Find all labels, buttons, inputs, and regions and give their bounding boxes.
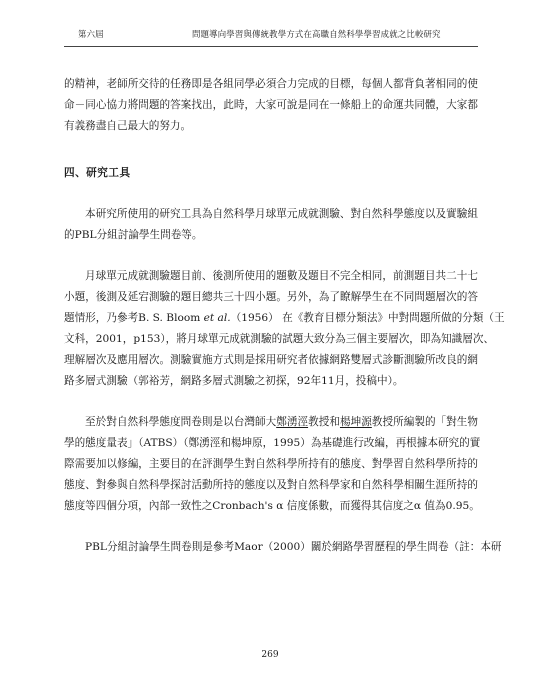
spacer (64, 517, 478, 537)
text-fragment: 至於對自然科學態度問卷則是以台灣師大 (85, 416, 277, 428)
text-fragment: 教授所編製的「對生物 (371, 416, 479, 428)
citation-et-al: et al. (203, 312, 231, 324)
header-title: 問題導向學習與傳統教學方式在高職自然科學學習成就之比較研究 (192, 29, 441, 39)
text-line: 的PBL分組討論學生問卷等。 (64, 229, 203, 241)
body-text (64, 74, 505, 558)
text-line: 態度、對參與自然科學探討活動所持的態度以及對自然科學家和自然科學相關生涯所持的 (64, 479, 478, 491)
spacer (64, 137, 478, 157)
header-issue: 第六屆 (78, 29, 104, 39)
text-line: 小題，後測及延宕測驗的題目總共三十四小題。另外，為了瞭解學生在不同問題層次的答 (64, 291, 478, 303)
text-fragment: （1956） 在《教育目標分類法》中對問題所做的分類（王 (230, 312, 505, 324)
paragraph-achievement-test (64, 266, 505, 392)
text-line: 命－同心協力將問題的答案找出，此時，大家可說是同在一條船上的命運共同體，大家都 (64, 99, 478, 111)
spacer (64, 392, 478, 412)
text-fragment: 題情形，乃參考B. S. Bloom (64, 312, 204, 324)
page-number: 269 (261, 650, 279, 660)
paragraph-continued (64, 74, 478, 137)
author-name-underlined: 楊坤源 (339, 416, 372, 428)
author-name-underlined: 鄭湧涇 (276, 416, 309, 428)
spacer (64, 246, 478, 266)
text-line: PBL分組討論學生問卷則是參考Maor（2000）關於網路學習歷程的學生問卷（註：本研 (85, 541, 502, 553)
running-header (64, 28, 480, 44)
text-line: 態度等四個分項，內部一致性之Cronbach's α 信度係數，而獲得其信度之α 值為0.95。 (64, 500, 480, 512)
text-line: 路多層式測驗（郭裕芳，網路多層式測驗之初探，92年11月，投稿中）。 (64, 375, 404, 387)
text-line: 際需要加以修編，主要目的在評測學生對自然科學所持有的態度、對學習自然科學所持的 (64, 458, 478, 470)
paragraph-pbl-questionnaire (64, 537, 502, 558)
text-line: 有義務盡自己最大的努力。 (64, 120, 192, 132)
text-line: 學的態度量表」（ATBS）（鄭湧涇和楊坤原，1995）為基礎進行改編，再根據本研究的實 (64, 437, 481, 449)
text-line: 文科，2001，p153），將月球單元成就測驗的試題大致分為三個主要層次，即為知識層次、 (64, 333, 495, 345)
paragraph-attitude-scale (64, 412, 481, 517)
section-heading: 四、研究工具 (64, 167, 131, 179)
text-fragment: 教授和 (308, 416, 340, 428)
text-line: 本研究所使用的研究工具為自然科學月球單元成就測驗、對自然科學態度以及實驗組 (85, 208, 478, 220)
paragraph-research-tools (64, 204, 478, 246)
text-line (64, 412, 478, 433)
header-rule (64, 46, 478, 47)
text-line: 的精神，老師所交待的任務即是各組同學必須合力完成的目標，每個人都背負著相同的使 (64, 78, 478, 90)
text-line: 理解層次及應用層次。測驗實施方式則是採用研究者依據網路雙層式診斷測驗所改良的網 (64, 354, 478, 366)
section-heading-block (64, 163, 478, 184)
text-line (64, 308, 505, 329)
text-line: 月球單元成就測驗題目前、後測所使用的題數及題目不完全相同，前測題目共二十七 (85, 270, 478, 282)
spacer (64, 184, 478, 204)
